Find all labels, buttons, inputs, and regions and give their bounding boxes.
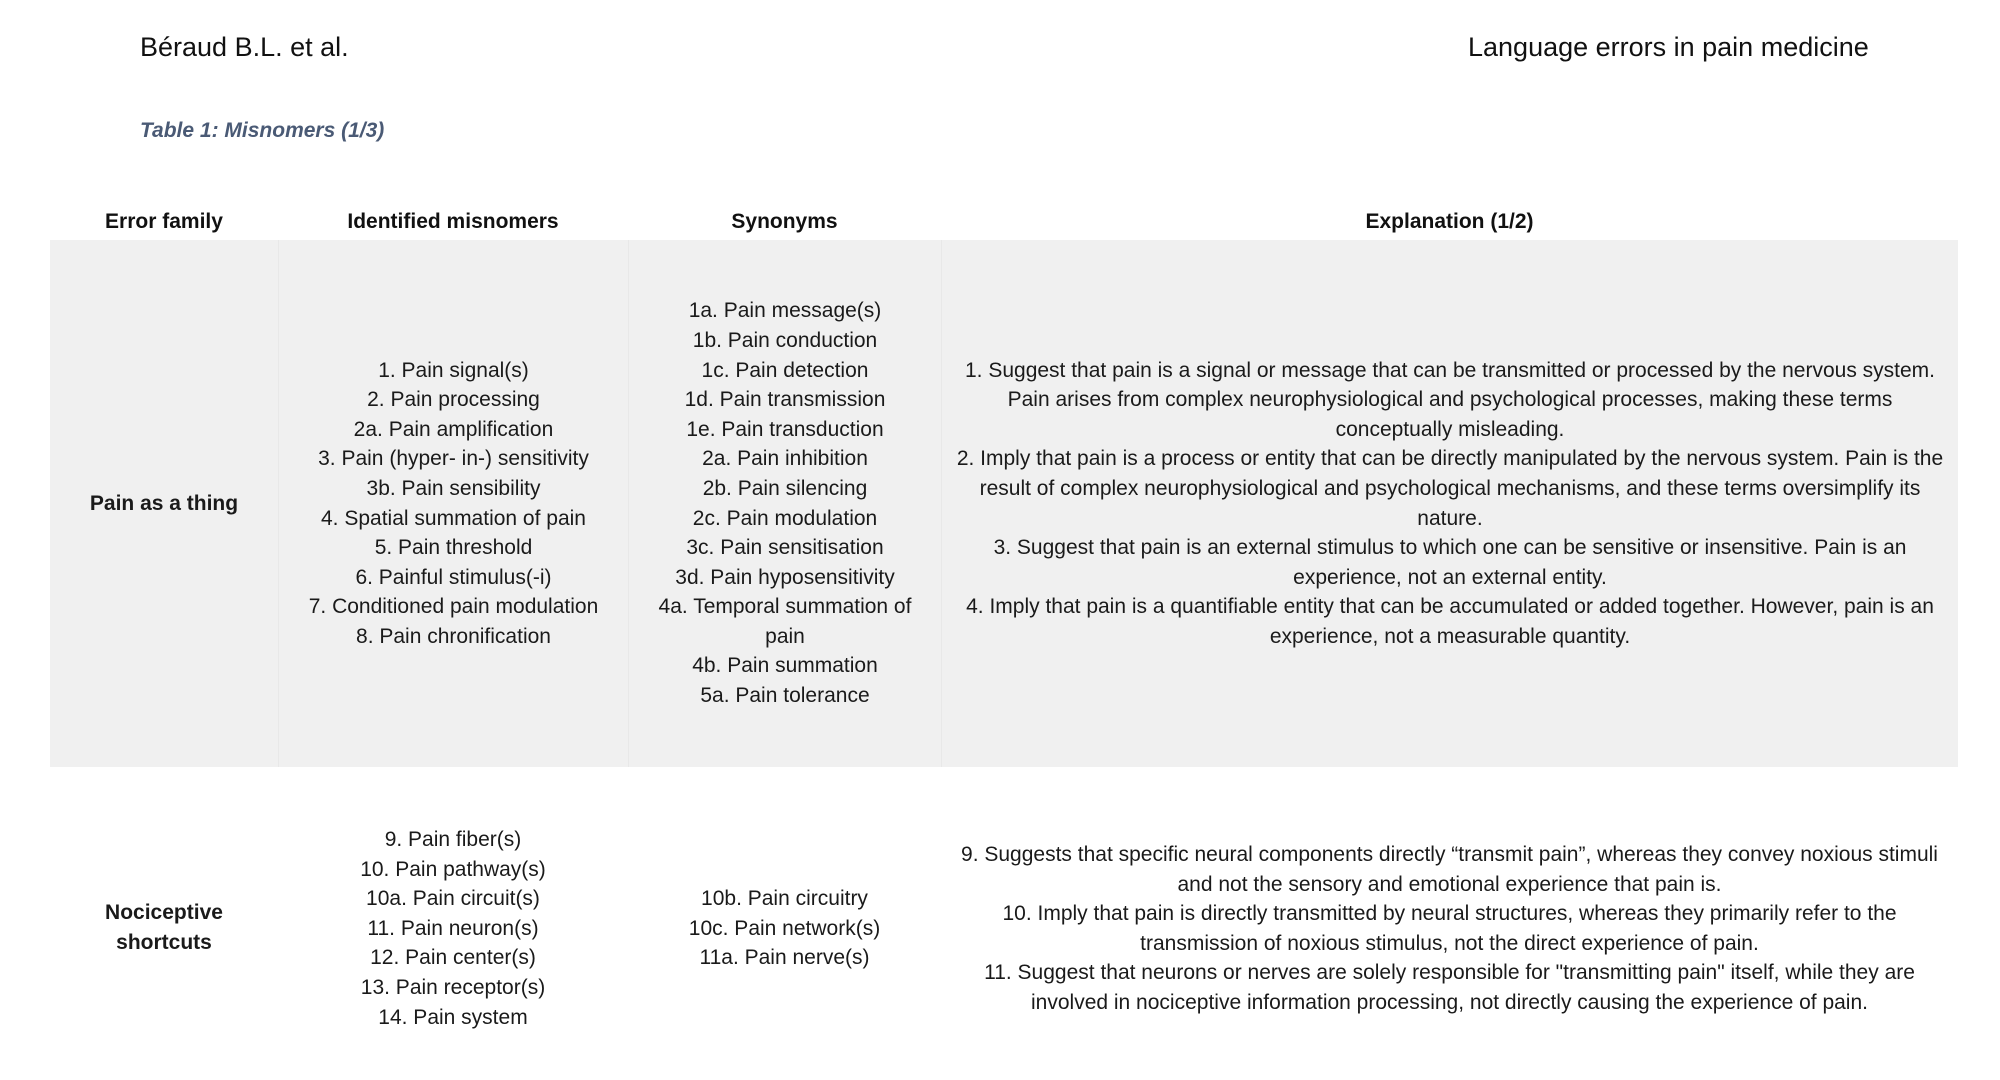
header-identified-misnomers: Identified misnomers — [347, 210, 559, 233]
explanation-cell — [941, 775, 1958, 1080]
list-item: 6. Painful stimulus(-i) — [355, 565, 552, 589]
list-item: 2c. Pain modulation — [692, 506, 878, 530]
list-item: 1d. Pain transmission — [684, 388, 886, 412]
running-header-title: Language errors in pain medicine — [1468, 32, 1869, 62]
misnomers-table — [50, 208, 1958, 1080]
explanation-cell — [941, 240, 1958, 767]
list-item: 10b. Pain circuitry — [701, 887, 868, 910]
error-family-cell — [50, 775, 278, 1080]
list-item: 12. Pain center(s) — [370, 946, 536, 970]
list-item: 9. Suggests that specific neural components directly “transmit pain”, whereas they convey noxious stimuli and not the sensory and emotional experience that pain is. — [961, 843, 1938, 896]
list-item: 10a. Pain circuit(s) — [366, 887, 540, 911]
error-family-label: Nociceptive shortcuts — [105, 900, 223, 954]
list-item: 3. Suggest that pain is an external stimulus to which one can be sensitive or insensitive. Pain is an experience, not an external entity. — [993, 536, 1907, 589]
list-item: 7. Conditioned pain modulation — [308, 595, 599, 619]
list-item: 11a. Pain nerve(s) — [699, 946, 870, 970]
list-item: 3d. Pain hyposensitivity — [675, 565, 895, 589]
list-item: 2. Imply that pain is a process or entity that can be directly manipulated by the nervous system. Pain is the result of complex neurophysiological and psychological mechanisms, and these terms oversimplify its nature. — [956, 447, 1944, 530]
header-explanation: Explanation (1/2) — [1365, 210, 1534, 233]
list-item: 5a. Pain tolerance — [700, 684, 870, 708]
synonyms-cell — [628, 775, 941, 1080]
header-error-family: Error family — [105, 210, 223, 233]
synonyms-list — [689, 884, 880, 973]
explanation-list — [952, 356, 1948, 652]
list-item: 2a. Pain amplification — [353, 417, 554, 441]
list-item: 13. Pain receptor(s) — [360, 975, 546, 999]
list-item: 10. Pain pathway(s) — [360, 857, 546, 881]
running-header-authors: Béraud B.L. et al. — [140, 32, 349, 62]
table-row — [50, 240, 1958, 767]
list-item: 8. Pain chronification — [356, 624, 551, 648]
list-item: 10. Imply that pain is directly transmitted by neural structures, whereas they primarily refer to the transmission of noxious stimulus, not the direct experience of pain. — [1002, 902, 1897, 955]
list-item: 5. Pain threshold — [374, 536, 533, 560]
misnomers-cell — [278, 240, 628, 767]
list-item: 3. Pain (hyper- in-) sensitivity — [318, 447, 589, 471]
synonyms-cell — [628, 240, 941, 767]
list-item: 1. Suggest that pain is a signal or message that can be transmitted or processed by the nervous system. Pain arises from complex neurophysiological and psychological processes, making these terms conceptually misleading. — [964, 358, 1936, 441]
list-item: 11. Pain neuron(s) — [367, 916, 539, 940]
list-item: 3c. Pain sensitisation — [686, 536, 884, 560]
table-row — [50, 775, 1958, 1080]
synonyms-list — [640, 296, 930, 710]
list-item: 4a. Temporal summation of pain — [658, 595, 912, 648]
list-item: 2. Pain processing — [367, 388, 540, 412]
list-item: 11. Suggest that neurons or nerves are solely responsible for "transmitting pain" itself, while they are involved in nociceptive information processing, not directly causing the experience of pain. — [984, 961, 1915, 1014]
list-item: 2a. Pain inhibition — [702, 447, 868, 471]
misnomers-list — [309, 356, 599, 652]
header-synonyms: Synonyms — [731, 210, 838, 233]
list-item: 10c. Pain network(s) — [688, 916, 881, 940]
table-header-row — [50, 208, 1958, 240]
list-item: 4. Imply that pain is a quantifiable entity that can be accumulated or added together. However, pain is an experience, not a measurable quantity. — [966, 595, 1934, 648]
list-item: 1c. Pain detection — [701, 358, 869, 382]
error-family-cell: Pain as a thing — [89, 491, 239, 515]
list-item: 1e. Pain transduction — [686, 417, 884, 441]
misnomers-list — [360, 825, 546, 1032]
list-item: 2b. Pain silencing — [702, 476, 868, 500]
list-item: 9. Pain fiber(s) — [384, 828, 522, 851]
row-spacer — [50, 767, 1958, 775]
explanation-list — [951, 840, 1948, 1018]
list-item: 1. Pain signal(s) — [378, 358, 529, 382]
list-item: 4. Spatial summation of pain — [321, 506, 586, 530]
list-item: 1a. Pain message(s) — [688, 299, 882, 323]
list-item: 14. Pain system — [378, 1005, 528, 1029]
misnomers-cell — [278, 775, 628, 1080]
table-caption: Table 1: Misnomers (1/3) — [140, 119, 385, 142]
list-item: 4b. Pain summation — [692, 654, 878, 678]
list-item: 1b. Pain conduction — [692, 328, 878, 352]
list-item: 3b. Pain sensibility — [366, 476, 541, 500]
